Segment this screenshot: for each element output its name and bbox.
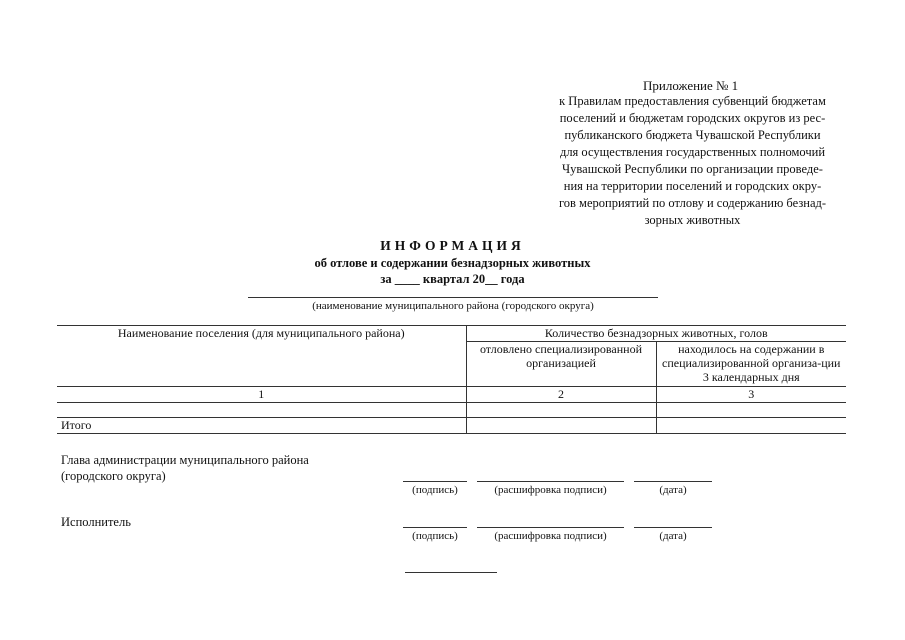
- appendix-line: Чувашской Республики по организации проведе-: [562, 162, 823, 176]
- decoding-line[interactable]: [477, 481, 624, 482]
- municipality-name-line: [248, 297, 658, 298]
- document-subtitle: об отлове и содержании безнадзорных животных: [314, 256, 591, 270]
- document-period: за ____ квартал 20__ года: [380, 272, 525, 286]
- appendix-body: [540, 93, 845, 229]
- appendix-line: к Правилам предоставления субвенций бюджетам: [559, 94, 826, 108]
- table-cell: [57, 403, 466, 418]
- table-cell: [656, 418, 846, 434]
- head-label-line: (городского округа): [61, 469, 166, 483]
- table-row: [57, 403, 846, 418]
- col-number: 2: [466, 387, 656, 403]
- col-number: 3: [656, 387, 846, 403]
- appendix-line: зорных животных: [644, 213, 741, 227]
- date-line[interactable]: [634, 481, 712, 482]
- group-header: Количество безнадзорных животных, голов: [466, 326, 846, 342]
- signature-line[interactable]: [403, 481, 467, 482]
- appendix-line: публиканского бюджета Чувашской Республики: [564, 128, 821, 142]
- document-title: ИНФОРМАЦИЯ: [380, 238, 525, 253]
- municipality-name-caption: (наименование муниципального района (городского округа): [312, 300, 594, 312]
- head-label-line: Глава администрации муниципального района: [61, 453, 309, 467]
- col-number: 1: [57, 387, 466, 403]
- table-cell: [466, 418, 656, 434]
- col2-header: отловлено специализированной организацией: [466, 342, 656, 387]
- animals-table: [57, 325, 846, 434]
- signature-caption: (подпись): [412, 484, 458, 496]
- total-label: Итого: [57, 418, 466, 434]
- table-number-row: [57, 387, 846, 403]
- date-line[interactable]: [634, 527, 712, 528]
- signature-line[interactable]: [403, 527, 467, 528]
- appendix-line: для осуществления государственных полномочий: [559, 145, 826, 159]
- executor-label: Исполнитель: [61, 515, 131, 529]
- decoding-caption: (расшифровка подписи): [494, 530, 607, 542]
- footnote-separator: [405, 572, 497, 573]
- decoding-line[interactable]: [477, 527, 624, 528]
- table-header-row: [57, 326, 846, 342]
- table-cell: [656, 403, 846, 418]
- appendix-line: гов мероприятий по отлову и содержанию безнад-: [558, 196, 827, 210]
- col1-header: Наименование поселения (для муниципального района): [57, 326, 466, 387]
- head-label: [61, 452, 309, 484]
- date-caption: (дата): [659, 484, 687, 496]
- signature-caption: (подпись): [412, 530, 458, 542]
- appendix-line: поселений и бюджетам городских округов из рес-: [559, 111, 826, 125]
- date-caption: (дата): [659, 530, 687, 542]
- col3-header: находилось на содержании в специализированной организа-ции 3 календарных дня: [662, 342, 841, 384]
- table-cell: [466, 403, 656, 418]
- appendix-line: ния на территории поселений и городских окру-: [563, 179, 822, 193]
- appendix-title: Приложение № 1: [643, 78, 739, 93]
- table-total-row: [57, 418, 846, 434]
- decoding-caption: (расшифровка подписи): [494, 484, 607, 496]
